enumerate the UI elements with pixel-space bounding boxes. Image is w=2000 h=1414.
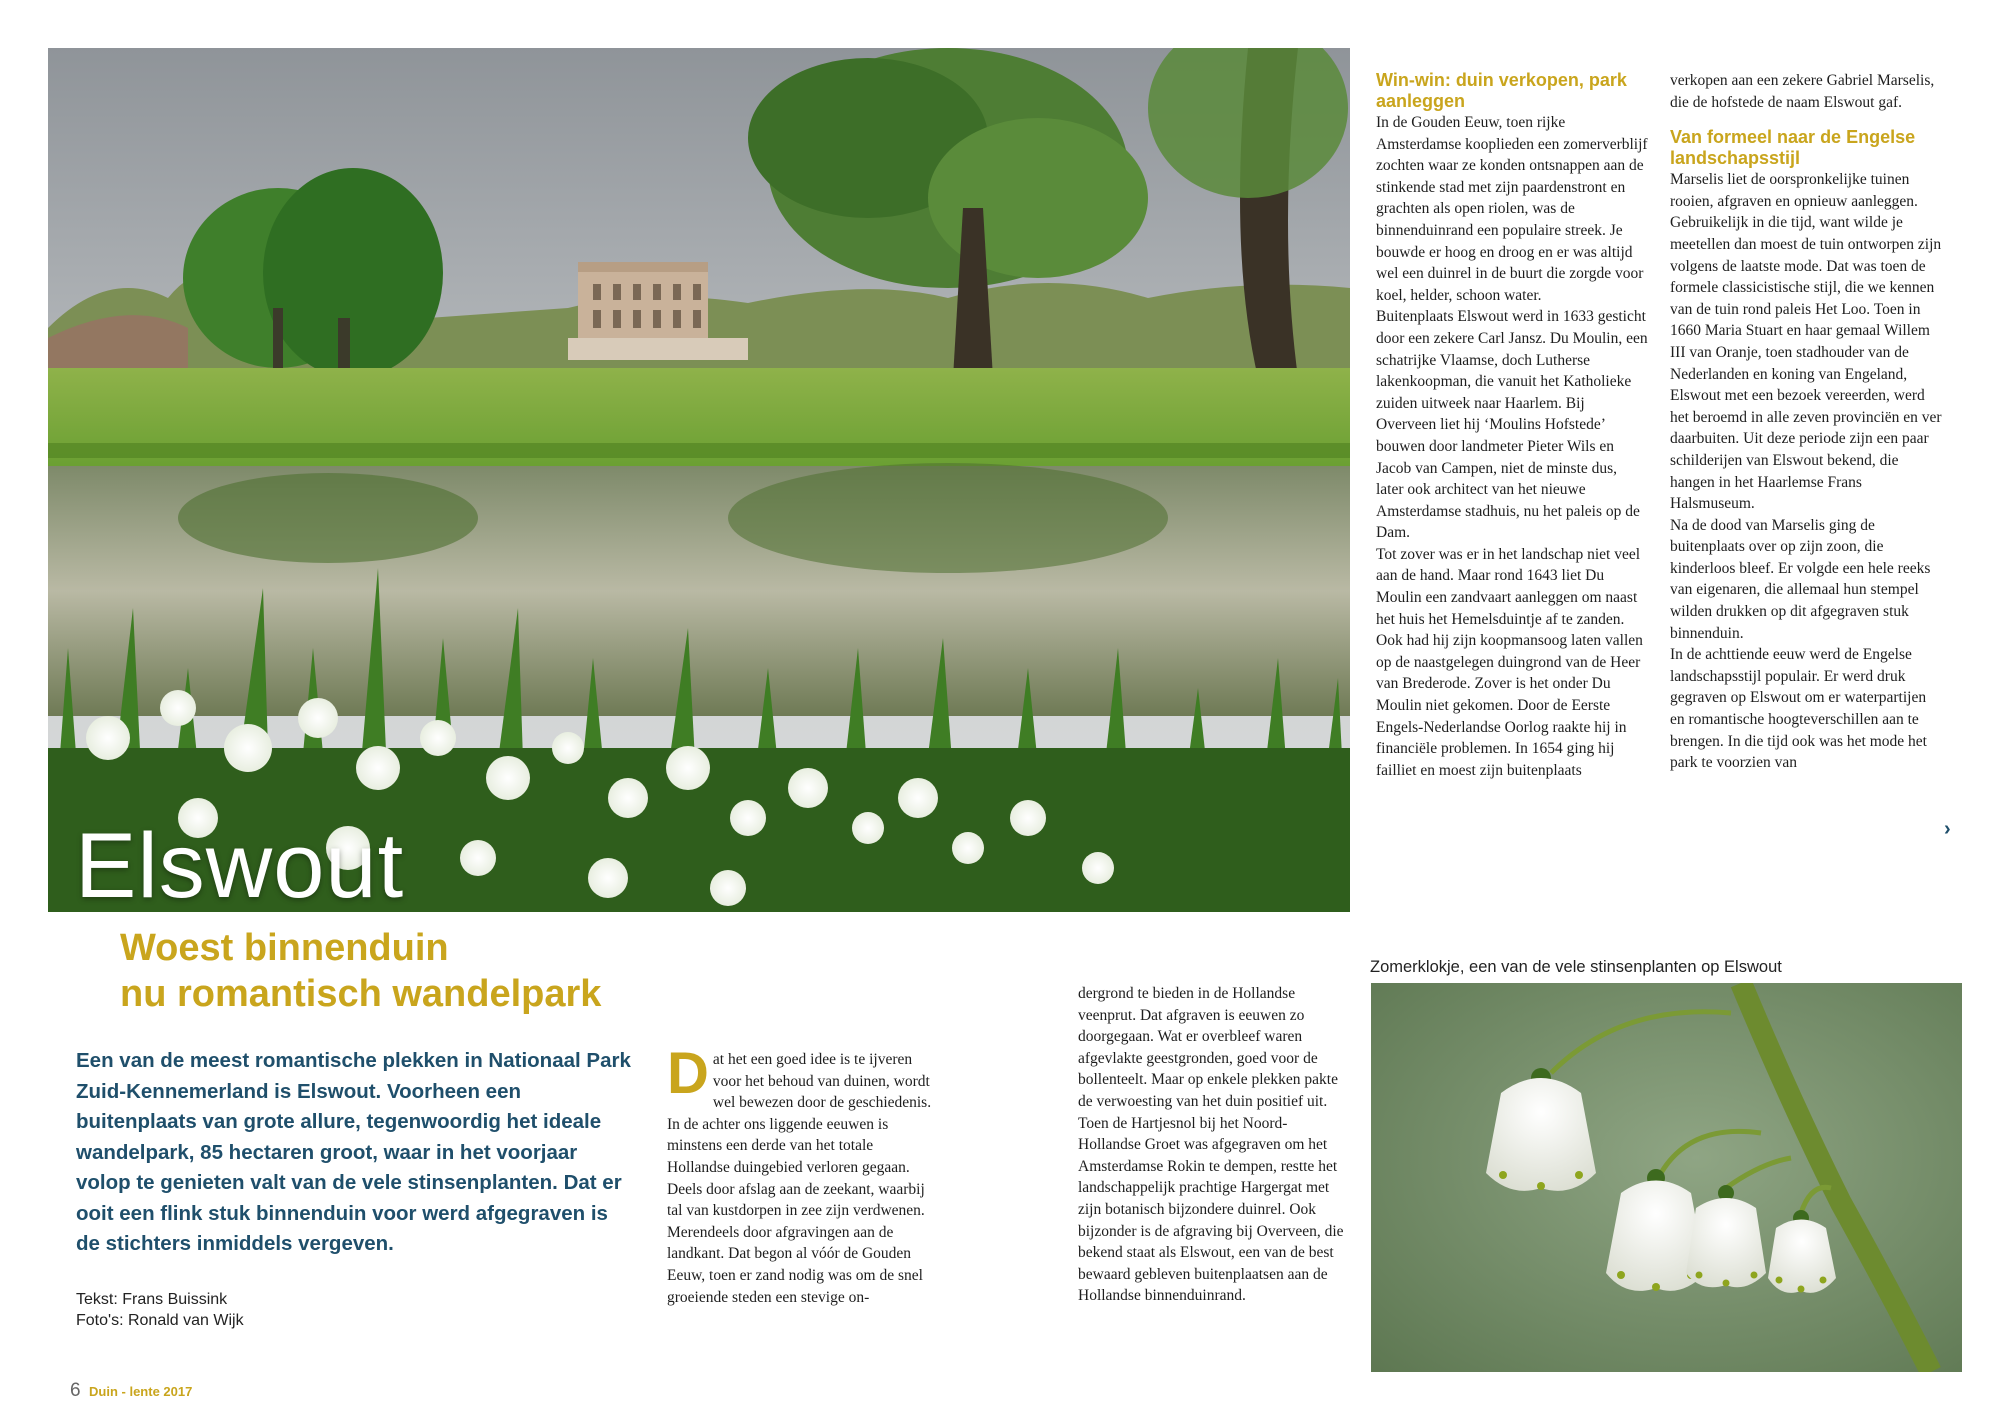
paragraph: verkopen aan een zekere Gabriel Marselis, die de hofstede de naam Elswout gaf. — [1670, 72, 1935, 111]
column-text: at het een goed idee is te ijveren voor het behoud van duinen, wordt wel bewezen door de geschiedenis. In de achter ons liggende eeuwen is minstens een derde van het totale Hollandse duingebied verloren gegaan. Deels door afslag aan de zeekant, waarbij tal van kustdorpen in zee zijn verdwenen. Merendeels door afgravingen aan de landkant. Dat begon al vóór de Gouden Eeuw, toen er zand nodig was om de snel groeiende steden een stevige on- — [667, 1051, 932, 1306]
photo-caption: Zomerklokje, een van de vele stinsenplanten op Elswout — [1370, 958, 1782, 976]
credits — [76, 1289, 244, 1331]
drop-cap: D — [667, 1041, 709, 1106]
continue-mark: › — [1944, 818, 1951, 840]
intro-paragraph: Een van de meest romantische plekken in Nationaal Park Zuid-Kennemerland is Elswout. Voorheen een buitenplaats van grote allure, tegenwoordig het ideale wandelpark, 85 hectaren groot, waar in het voorjaar volop te genieten valt van de vele stinsenplanten. Dat er ooit een flink stuk binnenduin voor werd afgegraven is de stichters inmiddels vergeven. — [76, 1049, 631, 1255]
subtitle-line-2: nu romantisch wandelpark — [120, 973, 602, 1015]
bottom-column-1 — [667, 1041, 932, 1308]
article-subtitle — [120, 925, 760, 1017]
page-number: 6 — [70, 1380, 81, 1401]
paragraph: Buitenplaats Elswout werd in 1633 gesticht door een zekere Carl Jansz. Du Moulin, een schatrijke Vlaamse, doch Lutherse lakenkoopman, die vanuit het Katholieke zuiden uitweek naar Haarlem. Bij Overveen liet hij ‘Moulins Hofstede’ bouwen door landmeter Pieter Wils en Jacob van Campen, niet de minste dus, later ook architect van het nieuwe Amsterdamse stadhuis, nu het paleis op de Dam. — [1376, 308, 1648, 542]
subtitle-line-1: Woest binnenduin — [120, 927, 449, 969]
hero-photo — [48, 48, 1350, 917]
paragraph: In de Gouden Eeuw, toen rijke Amsterdamse kooplieden een zomerverblijf zochten waar ze konden ontsnappen aan de stinkende stad met zijn paardenstront en grachten als open riolen, was de binnenduinrand een populaire streek. Je bouwde er hoog en droog en er was altijd wel een duinrel in de buurt die zorgde voor koel, helder, schoon water. — [1376, 114, 1648, 304]
article-title: Elswout — [75, 815, 405, 917]
paragraph: Na de dood van Marselis ging de buitenplaats over op zijn zoon, die kinderloos bleef. Er volgde een hele reeks van eigenaren, die allemaal hun stempel wilden drukken op dit afgegraven stuk binnenduin. — [1670, 516, 1931, 642]
bottom-column-2 — [1078, 983, 1350, 1307]
page-folio — [70, 1380, 192, 1402]
paragraph: Tot zover was er in het landschap niet veel aan de hand. Maar rond 1643 liet Du Moulin een zandvaart aanleggen om naast het huis het Hemelsduintje af te zanden. Ook had hij zijn koopmansoog laten vallen op de naastgelegen duingrond van de Heer van Brederode. Zover is het onder Du Moulin niet gekomen. Door de Eerste Engels-Nederlandse Oorlog raakte hij in financiële problemen. In 1654 ging hij failliet en moest zijn buitenplaats — [1376, 545, 1643, 779]
snowflake-flower-photo — [1371, 983, 1962, 1372]
section-heading: Win-win: duin verkopen, park aanleggen — [1376, 70, 1627, 111]
right-column-2 — [1670, 70, 1942, 774]
right-column-1 — [1376, 70, 1648, 781]
magazine-issue: Duin - lente 2017 — [89, 1384, 193, 1399]
section-heading: Van formeel naar de Engelse landschapsstijl — [1670, 127, 1916, 169]
credit-text: Tekst: Frans Buissink — [76, 1291, 228, 1308]
credit-photos: Foto's: Ronald van Wijk — [76, 1312, 244, 1329]
paragraph: Marselis liet de oorspronkelijke tuinen rooien, afgraven en opnieuw aanleggen. Gebruikelijk in die tijd, want wilde je meetellen dan moest de tuin ontworpen zijn volgens de laatste mode. Dat was toen de formele classicistische stijl, die we kennen van de tuin rond paleis Het Loo. Toen in 1660 Maria Stuart en haar gemaal Willem III van Oranje, toen stadhouder van de Nederlanden en koning van Engeland, Elswout met een bezoek vereerden, werd het beroemd in alle zeven provinciën en ver daarbuiten. Uit deze periode zijn een paar schilderijen van Elswout bekend, die hangen in het Haarlemse Frans Halsmuseum. — [1670, 171, 1942, 513]
column-text: dergrond te bieden in de Hollandse veenprut. Dat afgraven is eeuwen zo doorgegaan. Wat er overbleef waren afgevlakte geestgronden, goed voor de bollenteelt. Maar op enkele plekken pakte de verwoesting van het duin positief uit. Toen de Hartjesnol bij het Noord-Hollandse Groet was afgegraven om het Amsterdamse Rokin te dempen, restte het landschappelijk prachtige Hargergat met zijn botanisch bijzondere duinrel. Ook bijzonder is de afgraving bij Overveen, die bekend staat als Elswout, een van de best bewaard gebleven buitenplaatsen aan de Hollandse binnenduinrand. — [1078, 985, 1344, 1305]
paragraph: In de achttiende eeuw werd de Engelse landschapsstijl populair. Er werd druk gegraven op Elswout om er waterpartijen en romantische hoogteverschillen aan te brengen. In die tijd ook was het mode het park te voorzien van — [1670, 646, 1927, 772]
